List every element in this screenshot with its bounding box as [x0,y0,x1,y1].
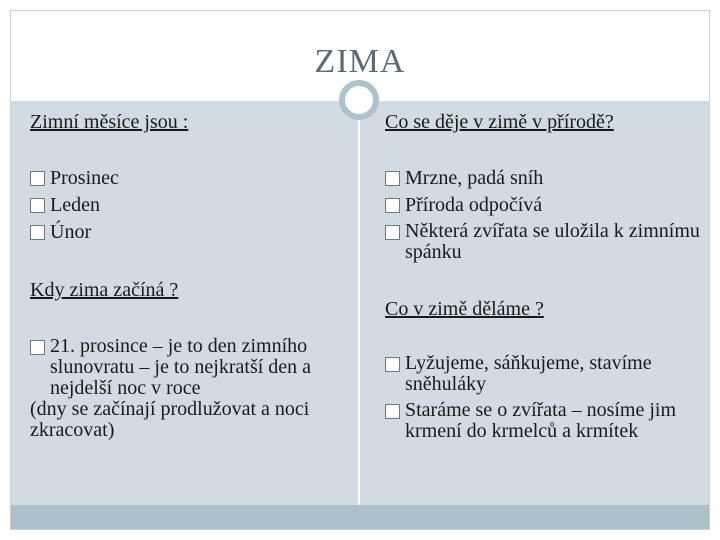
nature-heading: Co se děje v zimě v přírodě? [385,111,614,133]
bullet-box-icon [385,404,400,419]
start-heading: Kdy zima začíná ? [30,279,179,301]
vertical-divider [358,100,360,505]
list-item [385,194,700,216]
bullet-box-icon [385,171,400,186]
list-item [385,353,700,395]
footer-bar [11,505,709,529]
bullet-box-icon [30,225,45,240]
month-label: Únor [50,221,92,243]
bullet-box-icon [385,357,400,372]
list-item [30,221,345,243]
list-item [30,336,345,399]
activity-item: Lyžujeme, sáňkujeme, stavíme sněhuláky [405,352,652,395]
month-label: Prosinec [50,167,119,189]
list-item [385,400,700,442]
bullet-box-icon [30,198,45,213]
days-note: (dny se začínají prodlužovat a noci zkracovat) [30,398,310,441]
list-item [385,167,700,189]
bullet-box-icon [385,225,400,240]
activity-item: Staráme se o zvířata – nosíme jim krmení do krmelců a krmítek [405,399,677,442]
activities-heading: Co v zimě děláme ? [385,298,544,320]
right-column [385,110,700,442]
list-item [385,221,700,263]
bullet-box-icon [30,340,45,355]
bullet-box-icon [30,171,45,186]
nature-item: Mrzne, padá sníh [405,167,544,189]
months-heading: Zimní měsíce jsou : [30,111,189,133]
list-item [30,194,345,216]
winter-start-text: 21. prosince – je to den zimního slunovratu – je to nejkratší den a nejdelší noc v roce [50,335,312,399]
nature-item: Některá zvířata se uložila k zimnímu spánku [405,220,700,263]
month-label: Leden [50,194,100,216]
slide-title: ZIMA [314,43,406,80]
bullet-box-icon [385,198,400,213]
nature-item: Příroda odpočívá [405,194,543,216]
decorative-circle-icon [339,80,379,120]
list-item [30,167,345,189]
left-column [30,110,345,441]
